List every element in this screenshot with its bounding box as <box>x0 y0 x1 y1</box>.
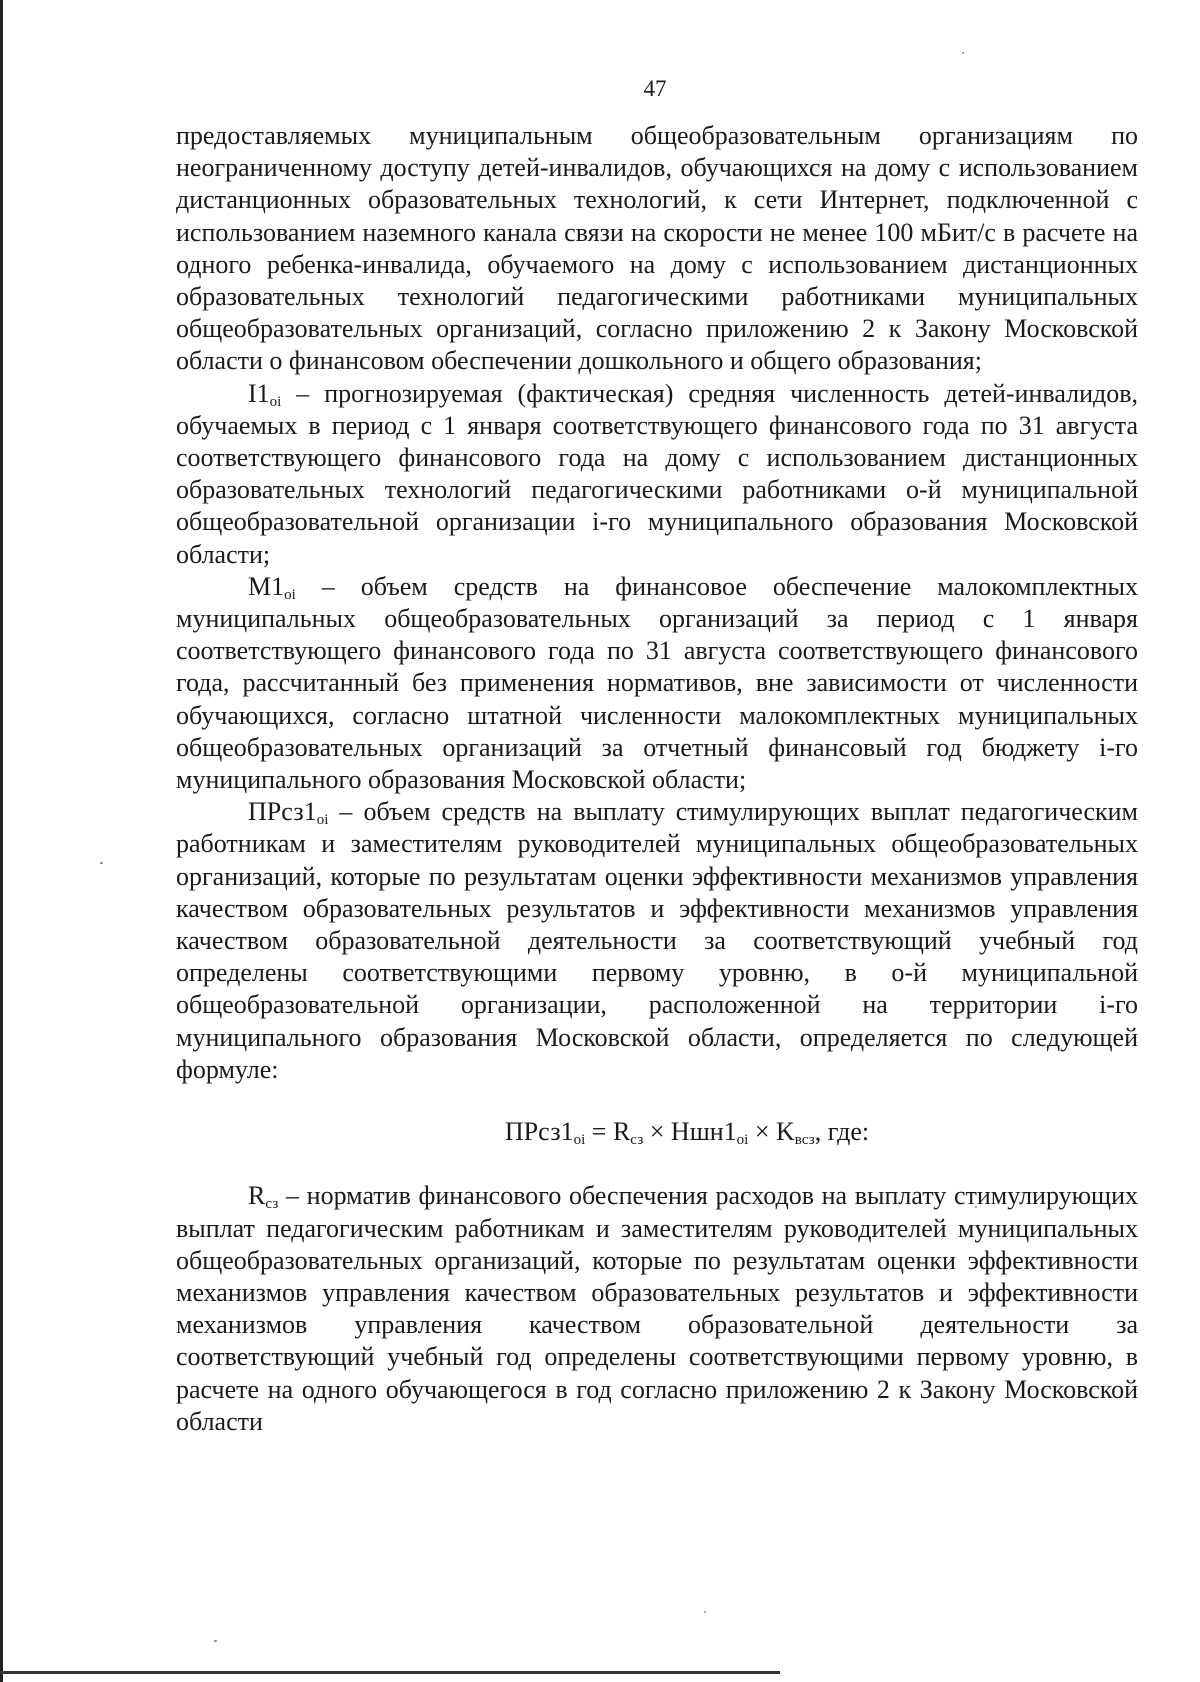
term: М1 <box>248 571 285 601</box>
scan-speck <box>100 862 103 864</box>
scan-speck <box>962 52 964 54</box>
definition-text: – норматив финансового обеспечения расходов на выплату стимулирующих выплат педагогическим работникам и заместителям руководителей муниципальных общеобразовательных организаций, которые по результатам оценки эффективности механизмов управления качеством образовательных результатов и эффективности механизмов управления качеством образовательной деятельности за соответствующий учебный год определены соответствующими первому уровню, в расчете на одного обучающегося в год согласно приложению 2 к Закону Московской области <box>176 1181 1138 1436</box>
term-subscript: oi <box>284 586 296 603</box>
scan-speck <box>704 1611 706 1613</box>
scan-left-border <box>0 0 3 1682</box>
term-subscript: oi <box>316 812 329 829</box>
term: I1 <box>248 378 270 408</box>
definition-text: – прогнозируемая (фактическая) средняя численность детей-инвалидов, обучаемых в период с 1 января соответствующего финансового года по 31 августа соответствующего финансового года на дому с использованием дистанционных образовательных технологий педагогическими работниками o-й муниципальной общеобразовательной организации i-го муниципального образования Московской области; <box>176 378 1138 569</box>
formula-subscript: oi <box>736 1132 749 1149</box>
paragraph-definition-rsz <box>176 1180 1138 1438</box>
formula-part: = R <box>585 1117 631 1147</box>
term-subscript: oi <box>269 393 282 410</box>
definition-text: – объем средств на финансовое обеспечение малокомплектных муниципальных общеобразовательных организаций за период с 1 января соответствующего финансового года по 31 августа соответствующего финансового года, рассчитанный без применения нормативов, вне зависимости от численности обучающихся, согласно штатной численности малокомплектных муниципальных общеобразовательных организаций за отчетный финансовый год бюджету i-го муниципального образования Московской области; <box>176 571 1138 795</box>
paragraph-definition-prsz1 <box>176 796 1138 1086</box>
formula-subscript: сз <box>630 1132 644 1149</box>
formula-subscript: всз <box>794 1132 815 1149</box>
paragraph-definition-m1 <box>176 571 1138 796</box>
page-number: 47 <box>643 76 667 101</box>
paragraph-continuation: предоставляемых муниципальным общеобразовательным организациям по неограниченному доступу детей-инвалидов, обучающихся на дому с использованием дистанционных образовательных технологий, к сети Интернет, подключенной с использованием наземного канала связи на скорости не менее 100 мБит/с в расчете на одного ребенка-инвалида, обучаемого на дому с использованием дистанционных образовательных технологий педагогическими работниками муниципальных общеобразовательных организаций, согласно приложению 2 к Закону Московской области о финансовом обеспечении дошкольного и общего образования; <box>176 121 1138 376</box>
term-subscript: сз <box>265 1196 279 1213</box>
term: ПРсз1 <box>248 797 317 827</box>
formula-part: , где: <box>814 1117 870 1147</box>
scan-speck <box>214 1640 217 1642</box>
body-text <box>176 120 1138 1438</box>
term: R <box>248 1181 266 1211</box>
formula-part: × Ншн1 <box>643 1117 737 1147</box>
paragraph-definition-i1 <box>176 378 1138 571</box>
formula <box>176 1116 1138 1148</box>
definition-text: – объем средств на выплату стимулирующих выплат педагогическим работникам и заместителям руководителей муниципальных общеобразовательных организаций, которые по результатам оценки эффективности механизмов управления качеством образовательных результатов и эффективности механизмов управления качеством образовательной деятельности за соответствующий учебный год определены соответствующими первому уровню, в o-й муниципальной общеобразовательной организации, расположенной на территории i-го муниципального образования Московской области, определяется по следующей формуле: <box>176 797 1138 1084</box>
formula-part: × K <box>748 1117 795 1147</box>
formula-lhs: ПРсз1 <box>504 1117 574 1147</box>
formula-subscript: oi <box>573 1132 586 1149</box>
scan-bottom-border <box>0 1671 780 1674</box>
